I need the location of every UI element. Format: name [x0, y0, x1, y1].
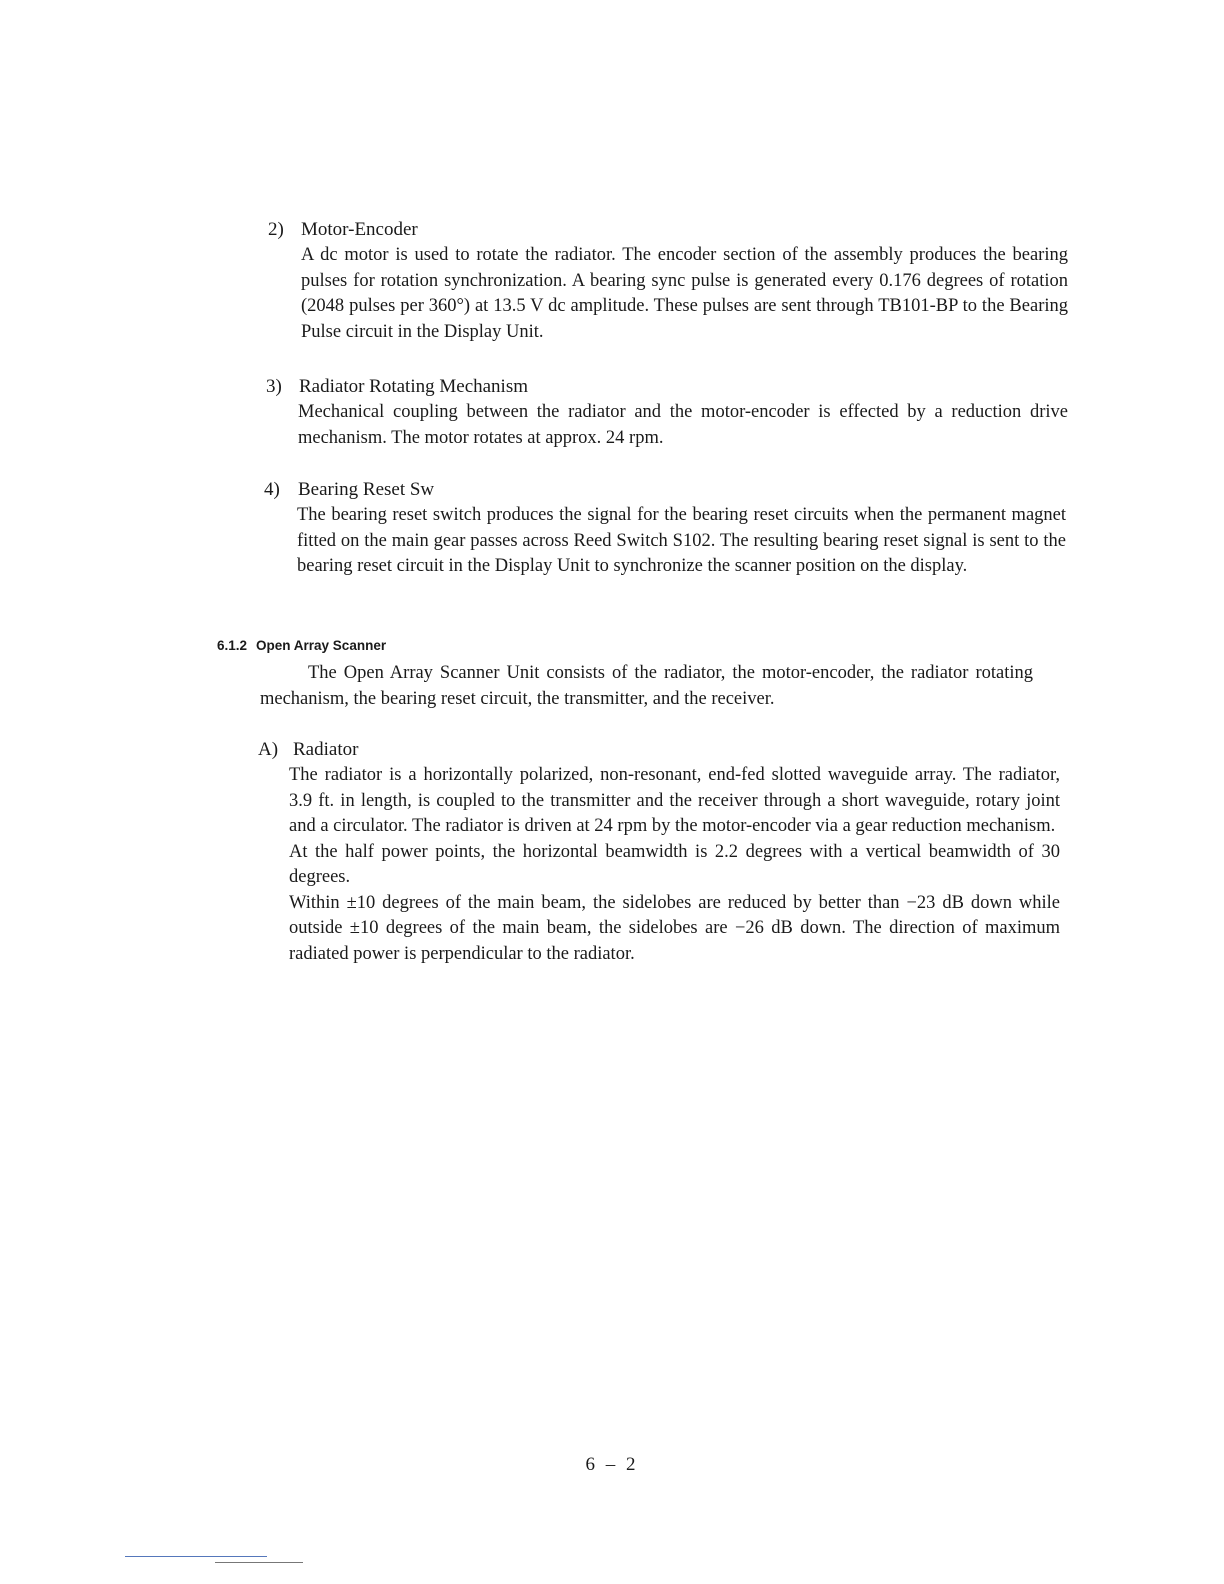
item-number: 3) — [266, 376, 282, 397]
item-heading — [258, 737, 1060, 763]
item-radiator — [258, 737, 1060, 967]
item-paragraph: At the half power points, the horizontal beamwidth is 2.2 degrees with a vertical beamwidth of 30 degrees. — [289, 841, 1060, 887]
section-title: Open Array Scanner — [256, 638, 387, 653]
item-heading — [264, 477, 1066, 503]
item-title: Radiator Rotating Mechanism — [299, 376, 529, 397]
section-intro: The Open Array Scanner Unit consists of the radiator, the motor-encoder, the radiator rotating mechanism, the bearing reset circuit, the transmitter, and the receiver. — [260, 663, 1033, 709]
item-title: Radiator — [293, 739, 359, 760]
page-number: 6 – 2 — [585, 1454, 639, 1475]
item-paragraph: Within ±10 degrees of the main beam, the sidelobes are reduced by better than −23 dB down while outside ±10 degrees of the main beam, the sidelobes are −26 dB down. The direction of maximum radiated power is perpendicular to the radiator. — [289, 892, 1060, 964]
item-heading — [266, 374, 1068, 400]
bottom-rule — [125, 1556, 267, 1557]
section-heading — [217, 637, 386, 655]
item-radiator-rotating-mechanism — [266, 374, 1068, 451]
item-paragraph: A dc motor is used to rotate the radiator. The encoder section of the assembly produces the bearing pulses for rotation synchronization. A bearing sync pulse is generated every 0.176 degrees of rotation (2048 pulses per 360°) at 13.5 V dc amplitude. These pulses are sent through TB101-BP to the Bearing Pulse circuit in the Display Unit. — [301, 245, 1068, 342]
item-bearing-reset-sw — [264, 477, 1066, 580]
section-number: 6.1.2 — [217, 638, 248, 653]
item-title: Motor-Encoder — [301, 219, 418, 240]
item-number: A) — [258, 739, 279, 760]
bottom-rule-secondary — [215, 1562, 303, 1563]
item-number: 2) — [268, 219, 284, 240]
item-paragraph: The radiator is a horizontally polarized, non-resonant, end-fed slotted waveguide array. The radiator, 3.9 ft. in length, is coupled to the transmitter and the receiver through a short waveguide, rotary joint and a circulator. The radiator is driven at 24 rpm by the motor-encoder via a gear reduction mechanism. — [289, 765, 1060, 836]
item-number: 4) — [264, 479, 280, 500]
item-paragraph: Mechanical coupling between the radiator and the motor-encoder is effected by a reduction drive mechanism. The motor rotates at approx. 24 rpm. — [298, 402, 1068, 448]
item-paragraph: The bearing reset switch produces the signal for the bearing reset circuits when the permanent magnet fitted on the main gear passes across Reed Switch S102. The resulting bearing reset signal is sent to the bearing reset circuit in the Display Unit to synchronize the scanner position on the display. — [297, 505, 1066, 576]
item-heading — [268, 217, 1068, 243]
item-motor-encoder — [268, 217, 1068, 345]
item-title: Bearing Reset Sw — [298, 479, 435, 500]
